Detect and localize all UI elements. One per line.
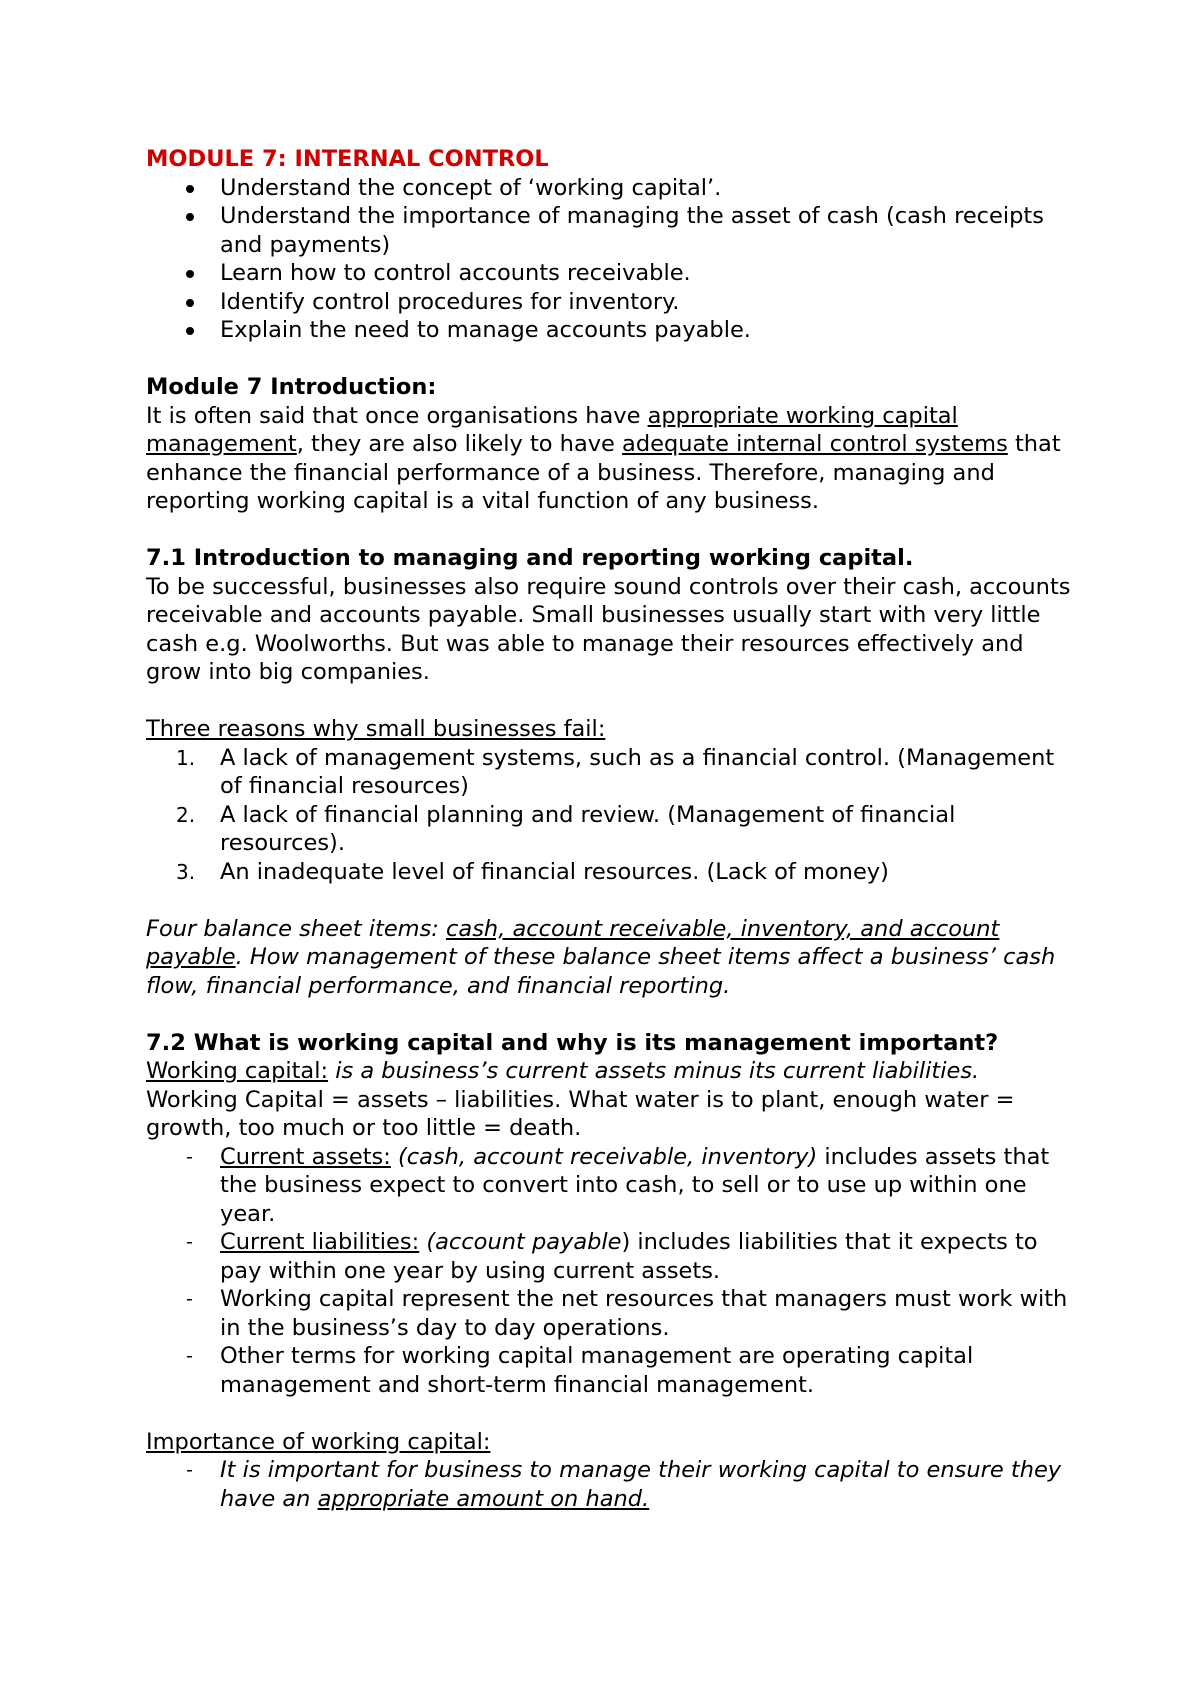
- bullet-icon: [186, 270, 194, 278]
- section-7-2-heading: 7.2 What is working capital and why is its management important?: [146, 1029, 999, 1056]
- list-item: 3. An inadequate level of financial resources. (Lack of money): [176, 858, 889, 885]
- list-item: Understand the importance of managing the asset of cash (cash receipts and payments): [146, 202, 1076, 259]
- list-item: Explain the need to manage accounts payable.: [146, 316, 1076, 345]
- bullet-icon: [186, 213, 194, 221]
- list-item: - Current assets: (cash, account receivable, inventory) includes assets that the business expect to convert into cash, to sell or to use up within one year.: [186, 1143, 1050, 1227]
- objectives-list: [146, 174, 1076, 345]
- reasons-list: [146, 744, 1076, 887]
- section-7-1-heading: 7.1 Introduction to managing and reporting working capital.: [146, 545, 914, 571]
- list-item: - It is important for business to manage their working capital to ensure they have an appropriate amount on hand.: [186, 1457, 1062, 1512]
- list-item: Identify control procedures for inventory.: [146, 288, 1076, 317]
- list-item: - Current liabilities: (account payable) includes liabilities that it expects to pay within one year by using current assets.: [186, 1229, 1038, 1284]
- bullet-icon: [186, 327, 194, 335]
- list-item: Learn how to control accounts receivable.: [146, 259, 1076, 288]
- section-7-1-body: To be successful, businesses also require sound controls over their cash, accounts receivable and accounts payable. Small businesses usually start with very little cash e.g. Woolworths. But was able to manage their resources effectively and grow into big companies.: [146, 573, 1071, 685]
- working-capital-formula: Working Capital = assets – liabilities. What water is to plant, enough water = growth, too much or too little = death.: [146, 1086, 1015, 1141]
- working-capital-definition: Working capital: is a business’s current assets minus its current liabilities.: [146, 1058, 980, 1084]
- intro-heading: Module 7 Introduction:: [146, 374, 437, 400]
- list-item: 1. A lack of management systems, such as a financial control. (Management of financial resources): [176, 744, 1055, 799]
- reasons-heading: Three reasons why small businesses fail:: [146, 716, 606, 742]
- list-item: - Other terms for working capital management are operating capital management and short-term financial management.: [186, 1343, 974, 1398]
- balance-sheet-items: Four balance sheet items: cash, account receivable, inventory, and account payable. How management of these balance sheet items affect a business’ cash flow, financial performance, and financial reporting.: [146, 915, 1056, 999]
- intro-paragraph: It is often said that once organisations have appropriate working capital management, they are also likely to have adequate internal control systems that enhance the financial performance of a business. Therefore, managing and reporting working capital is a vital function of any business.: [146, 402, 1061, 514]
- list-item: Understand the concept of ‘working capital’.: [146, 174, 1076, 203]
- importance-points: [146, 1456, 1076, 1513]
- working-capital-points: [146, 1143, 1076, 1400]
- document-page: [146, 145, 1076, 1513]
- list-item: 2. A lack of financial planning and review. (Management of financial resources).: [176, 801, 956, 856]
- importance-heading: Importance of working capital:: [146, 1428, 491, 1455]
- module-title: MODULE 7: INTERNAL CONTROL: [146, 146, 549, 172]
- bullet-icon: [186, 299, 194, 307]
- list-item: - Working capital represent the net resources that managers must work with in the business’s day to day operations.: [186, 1286, 1068, 1341]
- bullet-icon: [186, 185, 194, 193]
